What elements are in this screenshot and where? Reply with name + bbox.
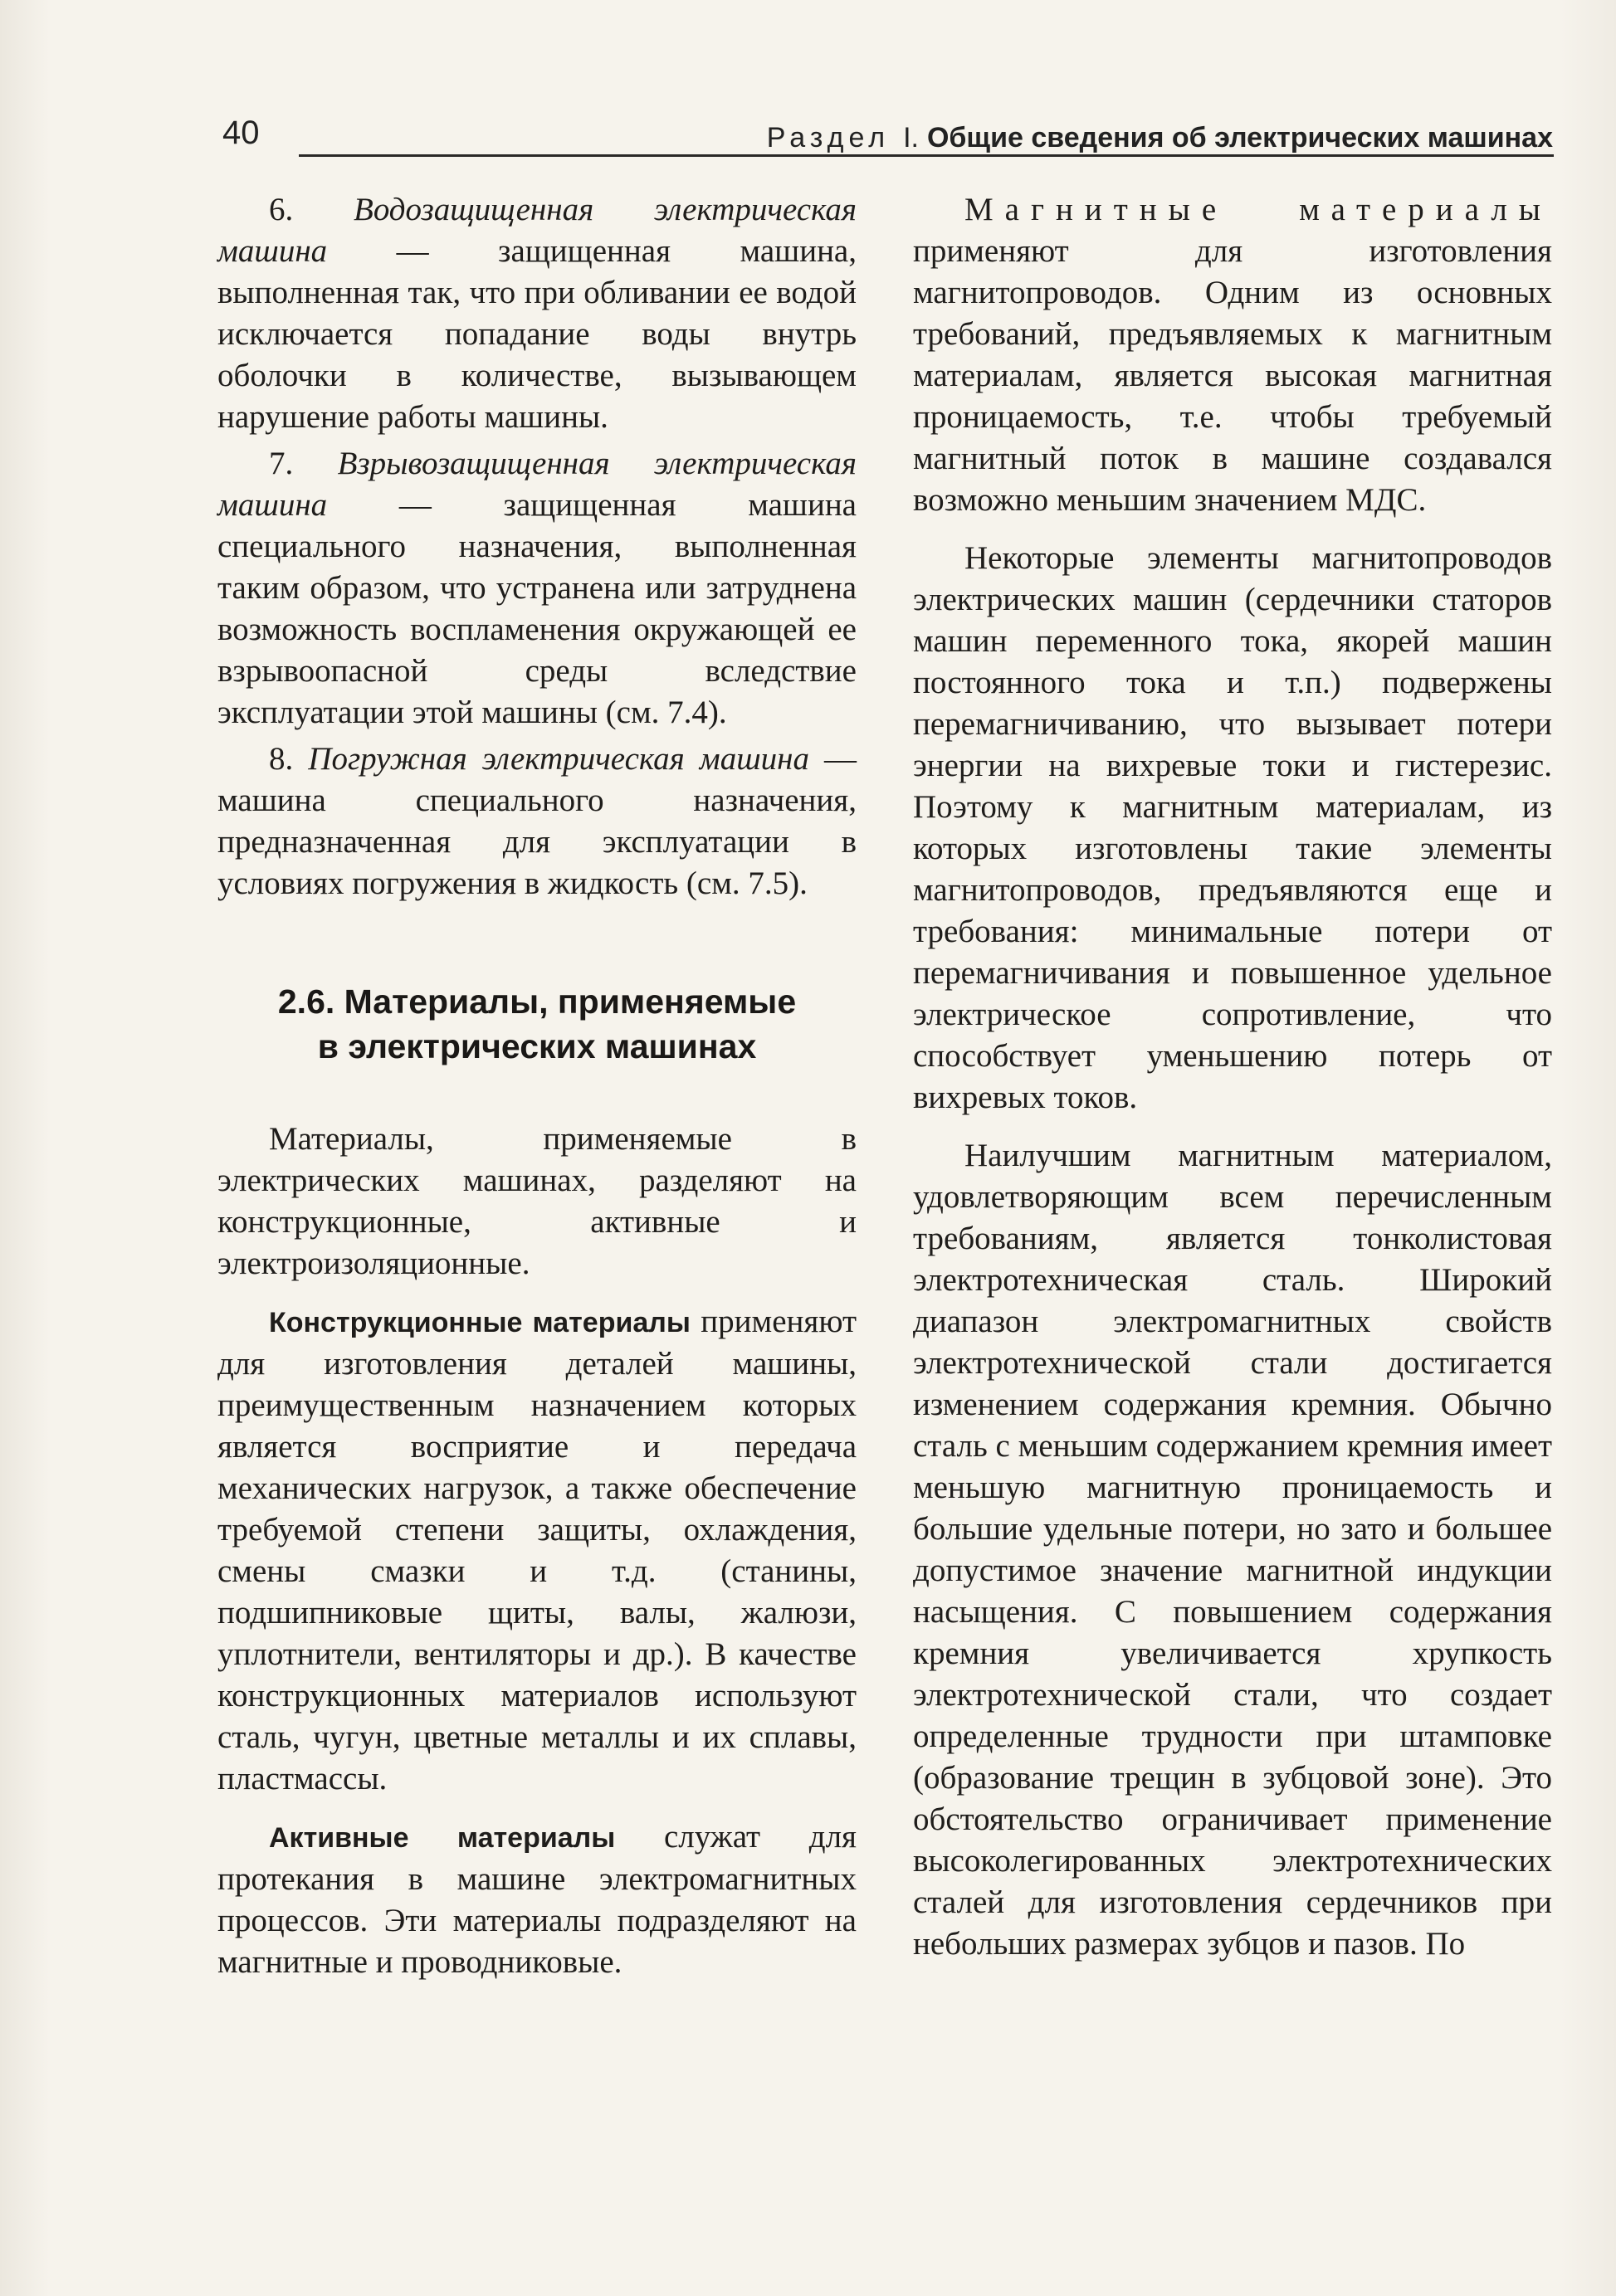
header-rule <box>299 154 1554 157</box>
structural-materials-text: применяют для изготовления деталей машины, преимущественным назначением которых является восприятие и передача механических нагрузок, а также обеспечение требуемой степени защиты, охлаждения, смены смазки и т.д. (станины, подшипниковые щиты, валы, жалюзи, уплотнители, вентиляторы и др.). В качестве конструкционных материалов используют сталь, чугун, цветные металлы и их сплавы, пластмассы. <box>217 1304 857 1796</box>
running-head <box>767 121 1553 154</box>
active-materials-text: служат для протекания в машине электромагнитных процессов. Эти материалы подразделяют на магнитные и проводниковые. <box>217 1819 857 1980</box>
item-term: Взрывозащищенная электрическая машина <box>217 446 857 523</box>
definition-item-8 <box>217 739 857 904</box>
structural-materials-paragraph <box>217 1301 857 1800</box>
running-head-section-label: Раздел <box>766 122 891 154</box>
item-number: 8. <box>269 741 294 777</box>
item-term: Погружная электрическая машина <box>308 741 809 777</box>
item-number: 6. <box>269 192 294 227</box>
section-heading-line-2: в электрических машинах <box>317 1027 757 1065</box>
active-materials-paragraph <box>217 1816 857 1983</box>
left-column <box>217 189 857 1988</box>
right-column <box>913 189 1552 1970</box>
running-head-title: Общие сведения об электрических машинах <box>926 122 1553 154</box>
item-definition: — защищенная машина специального назначения, выполненная таким образом, что устранена или затруднена возможность воспламенения окружающей ее взрывоопасной среды вследствие эксплуатации этой машины (см. 7.4). <box>217 487 857 730</box>
section-heading <box>217 979 857 1069</box>
structural-materials-term: Конструкционные материалы <box>269 1307 691 1338</box>
section-heading-line-1: 2.6. Материалы, применяемые <box>277 982 797 1021</box>
intro-paragraph: Материалы, применяемые в электрических машинах, разделяют на конструкционные, активные и электроизоляционные. <box>217 1121 857 1281</box>
definition-item-6 <box>217 189 857 438</box>
running-head-section-numeral: I. <box>903 122 919 154</box>
definition-item-7 <box>217 443 857 734</box>
item-definition: — защищенная машина, выполненная так, что при обливании ее водой исключается попадание воды внутрь оболочки в количестве, вызывающем нарушение работы машины. <box>217 233 857 435</box>
item-term: Водозащищенная электрическая машина <box>217 192 857 269</box>
magnetic-losses-paragraph: Некоторые элементы магнитопроводов электрических машин (сердечники статоров машин переменного тока, якорей машин постоянного тока и т.п.) подвержены перемагничиванию, что вызывает потери энергии на вихревые токи и гистерезис. Поэтому к магнитным материалам, из которых изготовлены такие элементы магнитопроводов, предъявляются еще и требования: минимальные потери от перемагничивания и повышенное удельное электрическое сопротивление, что способствует уменьшению потерь от вихревых токов. <box>913 540 1552 1115</box>
magnetic-materials-text: применяют для изготовления магнитопроводов. Одним из основных требований, предъявляемых к магнитным материалам, является высокая магнитная проницаемость, т.е. чтобы требуемый магнитный поток в машине создавался возможно меньшим значением МДС. <box>913 233 1552 518</box>
magnetic-materials-term: Магнитные материалы <box>964 192 1552 227</box>
item-number: 7. <box>269 446 294 481</box>
magnetic-materials-paragraph <box>913 189 1552 521</box>
page-number: 40 <box>222 115 260 151</box>
item-definition: — машина специального назначения, предназначенная для эксплуатации в условиях погружения в жидкость (см. 7.5). <box>217 741 857 901</box>
active-materials-term: Активные материалы <box>269 1822 616 1854</box>
electrical-steel-paragraph: Наилучшим магнитным материалом, удовлетворяющим всем перечисленным требованиям, является тонколистовая электротехническая сталь. Широкий диапазон электромагнитных свойств электротехнической стали достигается изменением содержания кремния. Обычно сталь с меньшим содержанием кремния имеет меньшую магнитную проницаемость и большие удельные потери, но зато и большее допустимое значение магнитной индукции насыщения. С повышением содержания кремния увеличивается хрупкость электротехнической стали, что создает определенные трудности при штамповке (образование трещин в зубцовой зоне). Это обстоятельство ограничивает применение высоколегированных электротехнических сталей для изготовления сердечников при небольших размерах зубцов и пазов. По <box>913 1138 1552 1962</box>
